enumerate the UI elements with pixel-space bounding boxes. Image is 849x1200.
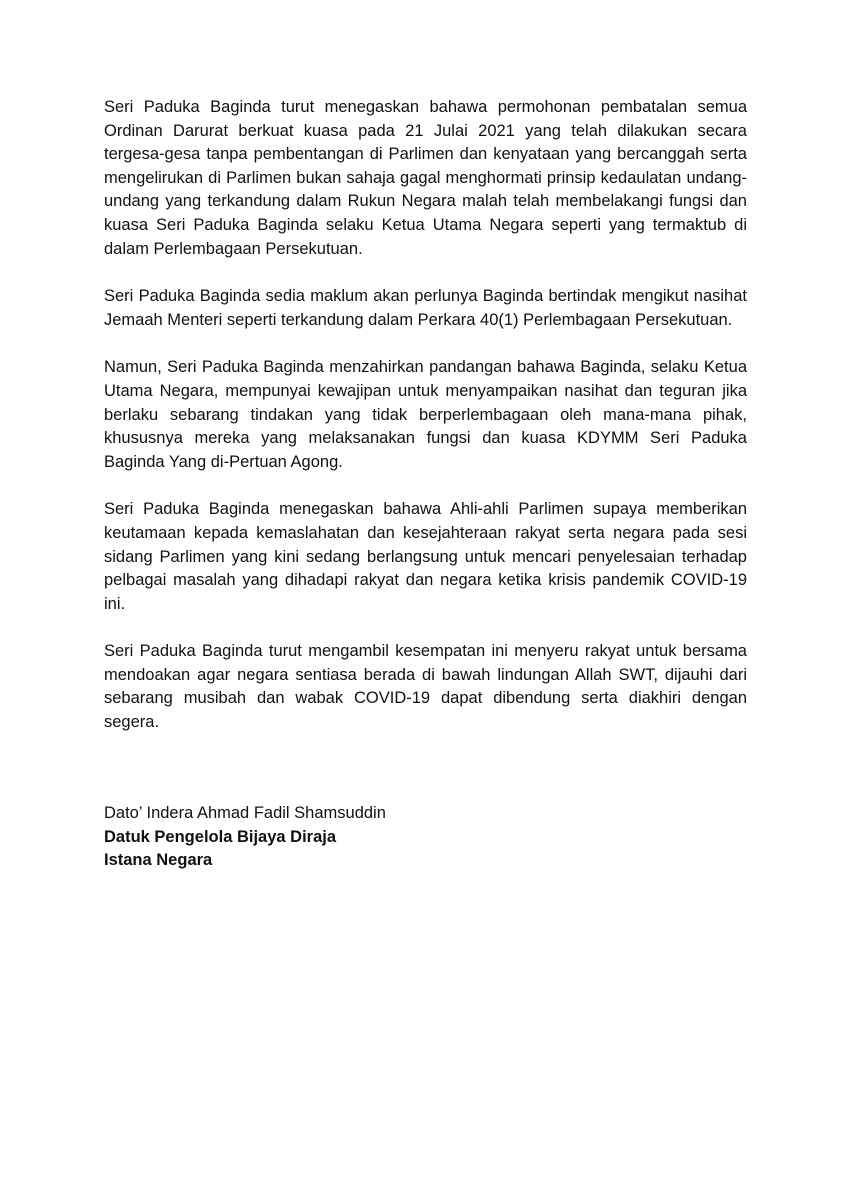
paragraph-5: Seri Paduka Baginda turut mengambil kesempatan ini menyeru rakyat untuk bersama mendoakan agar negara sentiasa berada di bawah lindungan Allah SWT, dijauhi dari sebarang musibah dan wabak COVID-19 dapat dibendung serta diakhiri dengan segera. (104, 642, 747, 732)
paragraph-4: Seri Paduka Baginda menegaskan bahawa Ahli-ahli Parlimen supaya memberikan keutamaan kepada kemaslahatan dan kesejahteraan rakyat serta negara pada sesi sidang Parlimen yang kini sedang berlangsung untuk mencari penyelesaian terhadap pelbagai masalah yang dihadapi rakyat dan negara ketika krisis pandemik COVID-19 ini. (104, 500, 747, 613)
document-body (104, 96, 747, 759)
paragraph-1: Seri Paduka Baginda turut menegaskan bahawa permohonan pembatalan semua Ordinan Darurat berkuat kuasa pada 21 Julai 2021 yang telah dilakukan secara tergesa-gesa tanpa pembentangan di Parlimen dan kenyataan yang bercanggah serta mengelirukan di Parlimen bukan sahaja gagal menghormati prinsip kedaulatan undang-undang yang terkandung dalam Rukun Negara malah telah membelakangi fungsi dan kuasa Seri Paduka Baginda selaku Ketua Utama Negara seperti yang termaktub di dalam Perlembagaan Persekutuan. (104, 98, 747, 258)
paragraph-2: Seri Paduka Baginda sedia maklum akan perlunya Baginda bertindak mengikut nasihat Jemaah Menteri seperti terkandung dalam Perkara 40(1) Perlembagaan Persekutuan. (104, 287, 747, 329)
signatory-office: Istana Negara (104, 851, 213, 870)
paragraph-3: Namun, Seri Paduka Baginda menzahirkan pandangan bahawa Baginda, selaku Ketua Utama Negara, mempunyai kewajipan untuk menyampaikan nasihat dan teguran jika berlaku sebarang tindakan yang tidak berperlembagaan oleh mana-mana pihak, khususnya mereka yang melaksanakan fungsi dan kuasa KDYMM Seri Paduka Baginda Yang di-Pertuan Agong. (104, 358, 747, 471)
signatory-position: Datuk Pengelola Bijaya Diraja (104, 827, 337, 846)
signatory-name: Dato’ Indera Ahmad Fadil Shamsuddin (104, 804, 386, 822)
signature-block (104, 802, 747, 873)
